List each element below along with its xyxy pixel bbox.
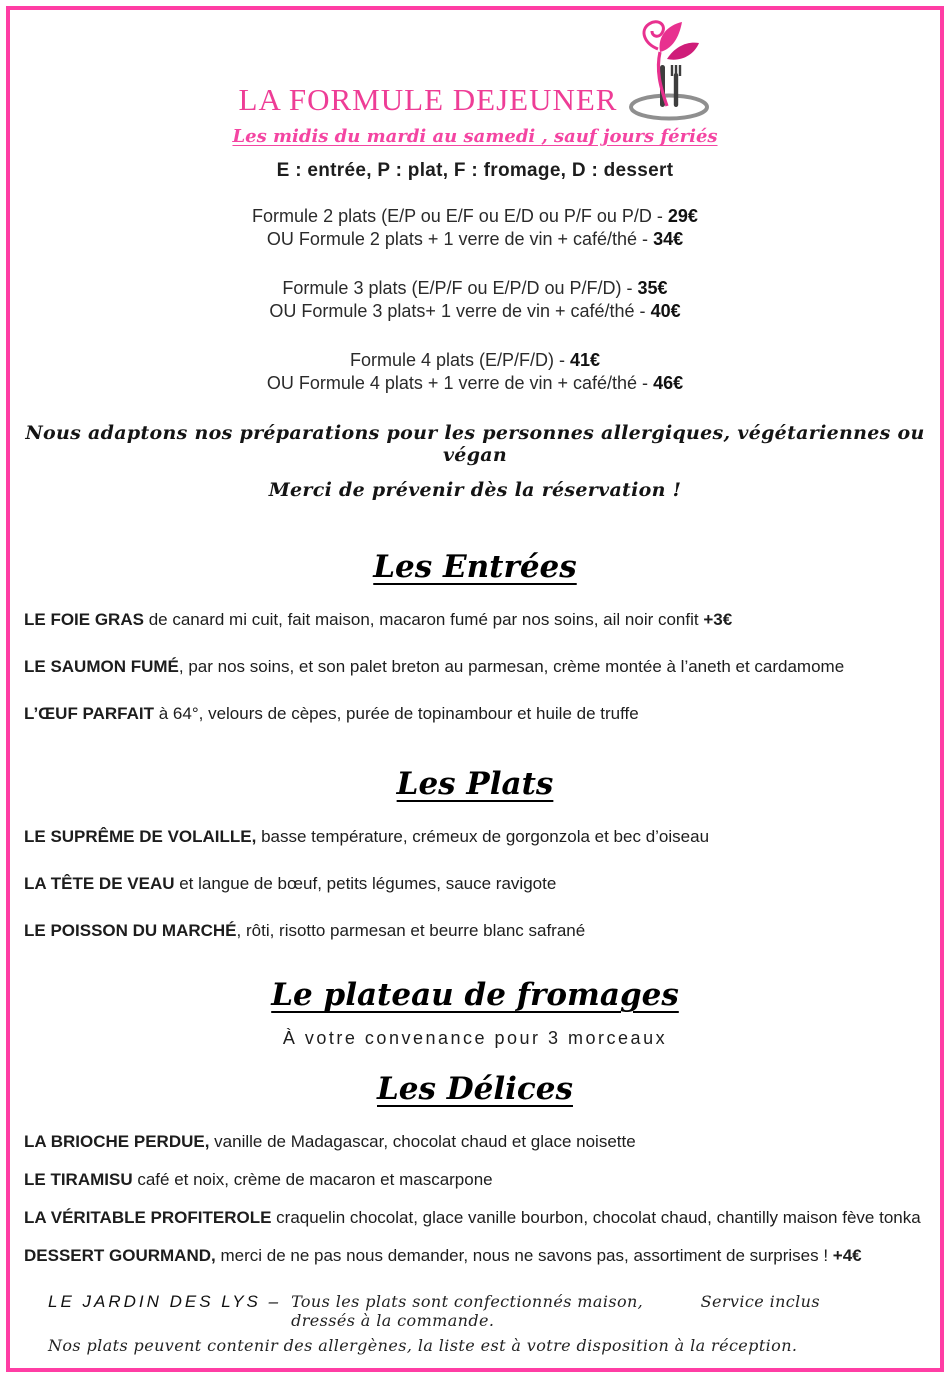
plats-list: [22, 826, 928, 941]
item-description: de canard mi cuit, fait maison, macaron fumé par nos soins, ail noir confit: [143, 610, 704, 629]
reservation-note: Merci de prévenir dès la réservation !: [268, 479, 682, 501]
header: [22, 16, 928, 122]
formule-text: Formule 2 plats (E/P ou E/F ou E/D ou P/F ou P/D -: [252, 206, 668, 226]
fromage-note: À votre convenance pour 3 morceaux: [282, 1028, 668, 1048]
item-price: +3€: [703, 610, 733, 629]
course-legend: E : entrée, P : plat, F : fromage, D : dessert: [276, 160, 674, 181]
item-description: , rôti, risotto parmesan et beurre blanc safrané: [236, 921, 586, 940]
footer-line-1: [48, 1292, 902, 1330]
formule-price: 41€: [570, 350, 601, 370]
formule-line: [22, 349, 928, 372]
allergens-note: Nos plats peuvent contenir des allergènes, la liste est à votre disposition à la réception.: [48, 1336, 798, 1355]
menu-item-profiterole: [24, 1207, 926, 1228]
service-included-note: Service inclus: [700, 1292, 820, 1311]
item-name: LE SUPRÊME DE VOLAILLE,: [24, 827, 257, 846]
item-description: basse température, crémeux de gorgonzola et bec d’oiseau: [256, 827, 710, 846]
restaurant-name: LE JARDIN DES LYS –: [48, 1292, 282, 1311]
menu-item-tete-de-veau: [24, 873, 926, 894]
menu-item-poisson-du-marche: [24, 920, 926, 941]
formule-price: 46€: [653, 373, 684, 393]
menu-item-oeuf-parfait: [24, 703, 926, 724]
formule-2-plats: [22, 205, 928, 251]
footer-line-2: [48, 1336, 902, 1356]
menu-item-brioche-perdue: [24, 1131, 926, 1152]
formule-price: 29€: [667, 206, 698, 226]
item-description: café et noix, crème de macaron et mascarpone: [132, 1170, 493, 1189]
formule-line: [22, 277, 928, 300]
formule-text: Formule 3 plats (E/P/F ou E/P/D ou P/F/D) -: [282, 278, 638, 298]
formule-line: [22, 300, 928, 323]
item-name: L’ŒUF PARFAIT: [24, 704, 155, 723]
menu-item-supreme-volaille: [24, 826, 926, 847]
section-heading-plats: Les Plats: [396, 766, 554, 802]
item-name: LE POISSON DU MARCHÉ: [24, 921, 237, 940]
opening-hours-note: Les midis du mardi au samedi , sauf jours fériés: [232, 126, 718, 147]
formule-4-plats: [22, 349, 928, 395]
formule-text: OU Formule 4 plats + 1 verre de vin + café/thé -: [266, 373, 654, 393]
formule-text: Formule 4 plats (E/P/F/D) -: [349, 350, 570, 370]
item-description: merci de ne pas nous demander, nous ne savons pas, assortiment de surprises !: [215, 1246, 833, 1265]
page-title: LA FORMULE DEJEUNER: [238, 82, 618, 117]
item-name: DESSERT GOURMAND,: [24, 1246, 216, 1265]
formules-pricing: [22, 205, 928, 395]
menu-item-dessert-gourmand: [24, 1245, 926, 1266]
formule-text: OU Formule 3 plats+ 1 verre de vin + café/thé -: [269, 301, 651, 321]
formule-price: 40€: [650, 301, 681, 321]
formule-price: 35€: [637, 278, 668, 298]
item-name: LA BRIOCHE PERDUE,: [24, 1132, 210, 1151]
item-price: +4€: [832, 1246, 862, 1265]
menu-item-tiramisu: [24, 1169, 926, 1190]
dietary-notes: [22, 422, 928, 501]
pink-border-frame: [6, 6, 944, 1372]
formule-price: 34€: [653, 229, 684, 249]
formule-text: OU Formule 2 plats + 1 verre de vin + café/thé -: [266, 229, 654, 249]
item-description: , par nos soins, et son palet breton au parmesan, crème montée à l’aneth et cardamome: [178, 657, 845, 676]
item-name: LE SAUMON FUMÉ: [24, 657, 179, 676]
allergy-adaptation-note: Nous adaptons nos préparations pour les personnes allergiques, végétariennes ou végan: [25, 422, 925, 466]
item-description: à 64°, velours de cèpes, purée de topinambour et huile de truffe: [154, 704, 639, 723]
menu-item-saumon-fume: [24, 656, 926, 677]
formule-3-plats: [22, 277, 928, 323]
restaurant-logo-icon: [623, 18, 711, 122]
section-heading-delices: Les Délices: [377, 1071, 573, 1107]
item-description: vanille de Madagascar, chocolat chaud et glace noisette: [209, 1132, 636, 1151]
section-heading-fromages: Le plateau de fromages: [271, 977, 679, 1013]
item-description: craquelin chocolat, glace vanille bourbon, chocolat chaud, chantilly maison fève tonka: [271, 1208, 921, 1227]
entrees-list: [22, 609, 928, 724]
menu-item-foie-gras: [24, 609, 926, 630]
delices-list: [22, 1131, 928, 1266]
item-name: LA VÉRITABLE PROFITEROLE: [24, 1208, 272, 1227]
footer: [48, 1292, 902, 1356]
item-name: LE FOIE GRAS: [24, 610, 144, 629]
formule-line: [22, 205, 928, 228]
item-name: LE TIRAMISU: [24, 1170, 133, 1189]
made-in-house-note: Tous les plats sont confectionnés maison, dressés à la commande.: [291, 1292, 644, 1330]
formule-line: [22, 372, 928, 395]
item-name: LA TÊTE DE VEAU: [24, 874, 175, 893]
item-description: et langue de bœuf, petits légumes, sauce ravigote: [174, 874, 557, 893]
section-heading-entrees: Les Entrées: [373, 549, 577, 585]
formule-line: [22, 228, 928, 251]
